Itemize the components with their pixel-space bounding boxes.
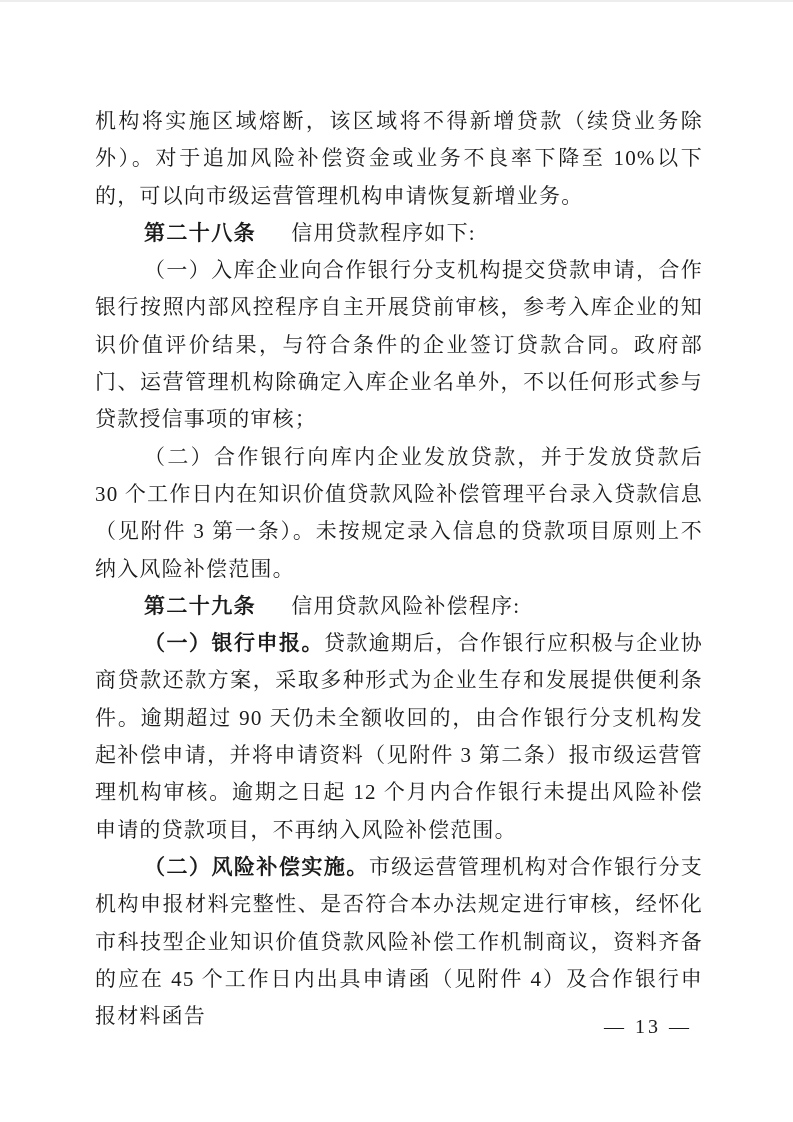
paragraph-item-2-credit-procedure: （二）合作银行向库内企业发放贷款，并于发放贷款后 30 个工作日内在知识价值贷款风险补偿管理平台录入贷款信息（见附件 3 第一条）。未按规定录入信息的贷款项目原则上不纳入风险补偿范围。 bbox=[95, 444, 703, 581]
article-28-title: 信用贷款程序如下: bbox=[269, 220, 476, 245]
risk-compensation-label: （二）风险补偿实施。 bbox=[144, 855, 369, 879]
paragraph-risk-compensation bbox=[95, 849, 703, 1035]
article-28-number: 第二十八条 bbox=[144, 221, 256, 245]
page-number: — 13 — bbox=[604, 1016, 692, 1038]
paragraph-bank-declaration bbox=[95, 625, 703, 849]
paragraph-item-1-credit-procedure: （一）入库企业向合作银行分支机构提交贷款申请，合作银行按照内部风控程序自主开展贷前审核，参考入库企业的知识价值评价结果，与符合条件的企业签订贷款合同。政府部门、运营管理机构除确定入库企业名单外，不以任何形式参与贷款授信事项的审核； bbox=[95, 258, 703, 432]
risk-compensation-text: 市级运营管理机构对合作银行分支机构申报材料完整性、是否符合本办法规定进行审核，经怀化市科技型企业知识价值贷款风险补偿工作机制商议，资料齐备的应在 45 个工作日内出具申请函（见附件 4）及合作银行申报材料函告 bbox=[95, 854, 704, 1029]
document-body bbox=[95, 103, 703, 1035]
paragraph-continuation: 机构将实施区域熔断，该区域将不得新增贷款（续贷业务除外）。对于追加风险补偿资金或业务不良率下降至 10%以下的，可以向市级运营管理机构申请恢复新增业务。 bbox=[95, 109, 703, 208]
article-29-title: 信用贷款风险补偿程序: bbox=[269, 593, 521, 618]
article-29-heading bbox=[95, 588, 703, 625]
article-29-number: 第二十九条 bbox=[144, 594, 256, 618]
scan-edge-artifact bbox=[0, 0, 793, 2]
bank-declaration-label: （一）银行申报。 bbox=[144, 632, 324, 656]
article-28-heading bbox=[95, 215, 703, 252]
bank-declaration-text: 贷款逾期后，合作银行应积极与企业协商贷款还款方案，采取多种形式为企业生存和发展提供便利条件。逾期超过 90 天仍未全额收回的，由合作银行分支机构发起补偿申请，并将申请资料（见附件 3 第二条）报市级运营管理机构审核。逾期之日起 12 个月内合作银行未提出风险补偿申请的贷款项目，不再纳入风险补偿范围。 bbox=[95, 631, 703, 842]
